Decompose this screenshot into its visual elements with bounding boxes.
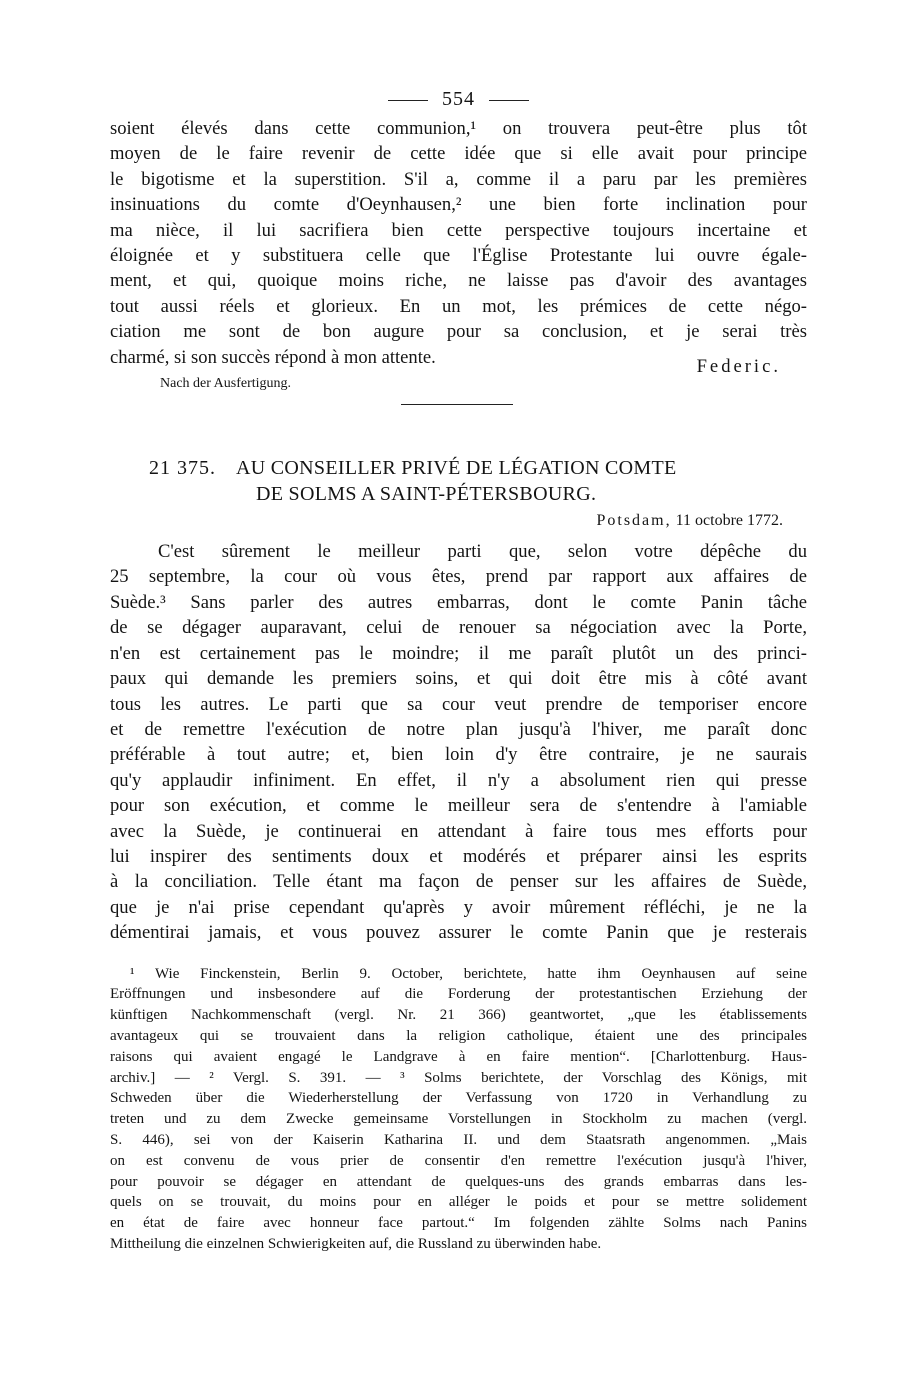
page-number: 554 xyxy=(442,88,475,110)
text-line: moyen de le faire revenir de cette idée que si elle avait pour principe xyxy=(110,143,807,165)
footnote-line: on est convenu de vous prier de consentir d'en remettre l'exécution jusqu'à l'hiver, xyxy=(110,1152,807,1169)
text-line: ma nièce, il lui sacrifiera bien cette perspective toujours incertaine et xyxy=(110,219,807,241)
text-line: soient élevés dans cette communion,¹ on trouvera peut-être plus tôt xyxy=(110,118,807,139)
text-line: éloignée et y substituera celle que l'Église Protestante lui ouvre égale- xyxy=(110,245,807,267)
text-line: démentirai jamais, et vous pouvez assurer le comte Panin que je resterais xyxy=(110,922,807,944)
footnote-line: ¹ Wie Finckenstein, Berlin 9. October, berichtete, hatte ihm Oeynhausen auf seine xyxy=(130,965,807,982)
footnote-line: S. 446), sei von der Kaiserin Katharina II. und dem Staatsrath angenommen. „Mais xyxy=(110,1131,807,1148)
footnote-line: quels on se trouvait, du moins pour en alléger le poids et pour se mettre solidement xyxy=(110,1194,807,1211)
text-line: de se dégager auparavant, celui de renouer sa négociation avec la Porte, xyxy=(110,617,807,639)
footnote-line: avantageux qui se trouvaient dans la religion catholique, étaient une des principales xyxy=(110,1027,807,1044)
footnote-line: künftigen Nachkommenschaft (vergl. Nr. 21 366) geantwortet, „que les établissements xyxy=(110,1007,807,1024)
letter-number: 21 375. xyxy=(149,457,216,480)
text-line: à la conciliation. Telle étant ma façon de penser sur les affaires de Suède, xyxy=(110,871,807,893)
text-line: tous les autres. Le parti que sa cour veut prendre de temporiser encore xyxy=(110,693,807,715)
footnote-line: raisons qui avaient engagé le Landgrave à en faire mention“. [Charlottenburg. Haus- xyxy=(110,1048,807,1065)
footnotes xyxy=(110,964,807,1255)
letter-heading xyxy=(110,455,807,507)
text-line: 25 septembre, la cour où vous êtes, prend par rapport aux affaires de xyxy=(110,566,807,588)
letter-title-line1: AU CONSEILLER PRIVÉ DE LÉGATION COMTE xyxy=(236,457,677,480)
page-header xyxy=(110,82,807,116)
text-line: ment, et qui, quoique moins riche, ne laisse pas d'avoir des avantages xyxy=(110,270,807,292)
text-line: insinuations du comte d'Oeynhausen,² une bien forte inclination pour xyxy=(110,194,807,216)
text-line: lui inspirer des sentiments doux et modérés et préparer ainsi les esprits xyxy=(110,845,807,867)
signature: Federic. xyxy=(696,356,781,378)
text-line: et de remettre l'exécution de notre plan jusqu'à l'hiver, me paraît donc xyxy=(110,718,807,740)
text-line: charmé, si son succès répond à mon attente. xyxy=(110,346,436,368)
text-line: que je n'ai prise cependant qu'après y avoir mûrement réfléchi, je ne la xyxy=(110,896,807,918)
text-line: ciation me sont de bon augure pour sa conclusion, et je serai très xyxy=(110,321,807,343)
footnote-line: archiv.] — ² Vergl. S. 391. — ³ Solms berichtete, der Vorschlag des Königs, mit xyxy=(110,1069,807,1086)
header-dash-right xyxy=(489,100,529,101)
footnote-line: pour pouvoir se dégager en attendant de quelques-uns des grands embarras dans les- xyxy=(110,1173,807,1190)
letter1-text xyxy=(110,116,807,370)
footnote-line: treten und zu dem Zwecke gemeinsame Vorstellungen in Stockholm zu machen (vergl. xyxy=(110,1111,807,1128)
section-divider xyxy=(401,404,513,405)
place: Potsdam, xyxy=(596,512,672,530)
text-line: n'en est certainement pas le moindre; il me paraît plutôt un des princi- xyxy=(110,642,807,664)
letter2-text xyxy=(110,539,807,946)
text-line: préférable à tout autre; et, bien loin d'y être contraire, je ne saurais xyxy=(110,744,807,766)
footnote-line: Schweden über die Wiederherstellung der Verfassung von 1720 in Verhandlung zu xyxy=(110,1090,807,1107)
text-line: qu'y applaudir infiniment. En effet, il n'y a absolument rien qui presse xyxy=(110,769,807,791)
text-line: C'est sûrement le meilleur parti que, selon votre dépêche du xyxy=(158,541,807,563)
text-line: avec la Suède, je continuerai en attendant à faire tous mes efforts pour xyxy=(110,820,807,842)
footnote-line: Mittheilung die einzelnen Schwierigkeiten auf, die Russland zu überwinden habe. xyxy=(110,1235,602,1252)
text-line: Suède.³ Sans parler des autres embarras, dont le comte Panin tâche xyxy=(110,591,807,613)
letter-title-line2: DE SOLMS A SAINT-PÉTERSBOURG. xyxy=(256,483,597,506)
document-page xyxy=(110,82,807,1255)
text-line: tout aussi réels et glorieux. En un mot, les prémices de cette négo- xyxy=(110,295,807,317)
footnote-line: Eröffnungen und insbesondere auf die Forderung der protestantischen Erziehung der xyxy=(110,986,807,1003)
text-line: le bigotisme et la superstition. S'il a, comme il a paru par les premières xyxy=(110,168,807,190)
source-note: Nach der Ausfertigung. xyxy=(160,376,292,392)
header-dash-left xyxy=(388,100,428,101)
footnote-line: en état de faire avec honneur face partout.“ Im folgenden zählte Solms nach Panins xyxy=(110,1215,807,1232)
date: 11 octobre 1772. xyxy=(675,512,783,530)
dateline xyxy=(110,509,807,533)
text-line: pour son exécution, et comme le meilleur sera de s'entendre à l'amiable xyxy=(110,795,807,817)
text-line: paux qui demande les premiers soins, et qui doit être mis à côté avant xyxy=(110,668,807,690)
